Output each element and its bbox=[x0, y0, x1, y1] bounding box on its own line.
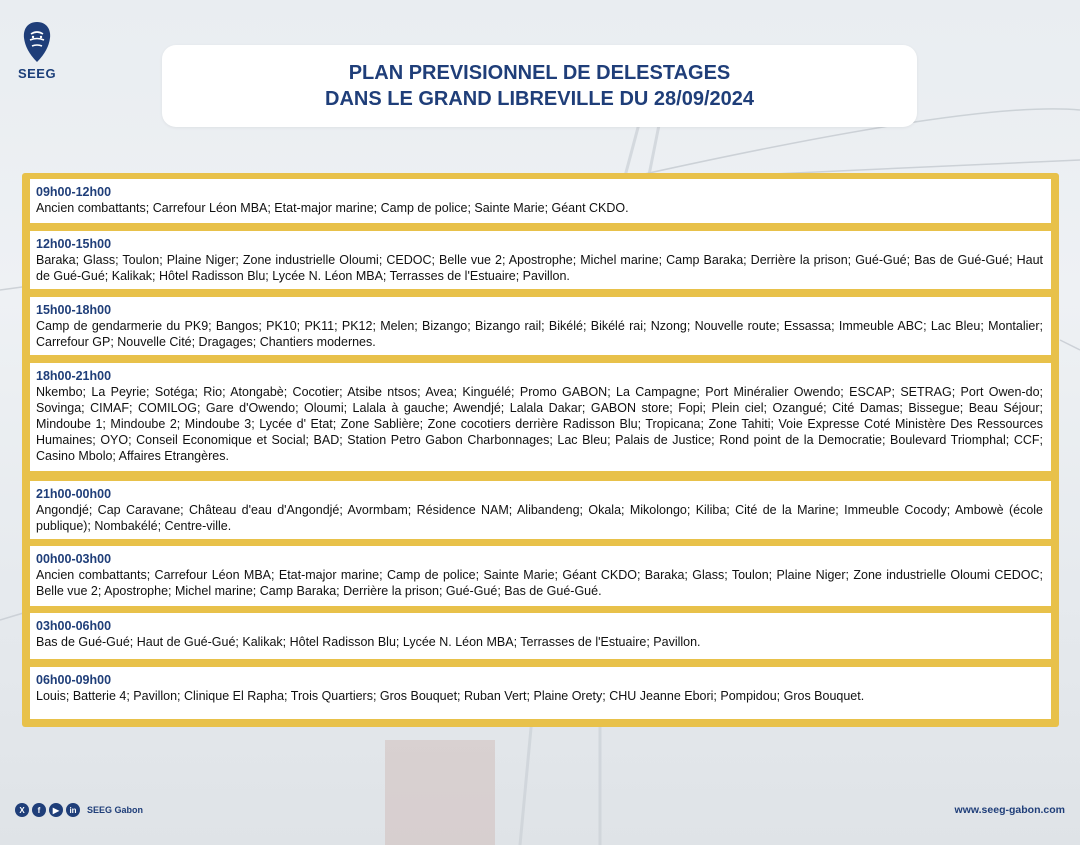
page-title-line-2: DANS LE GRAND LIBREVILLE DU 28/09/2024 bbox=[325, 88, 754, 110]
social-links bbox=[15, 803, 143, 817]
slot-areas: Ancien combattants; Carrefour Léon MBA; Etat-major marine; Camp de police; Sainte Marie; Géant CKDO; Baraka; Glass; Toulon; Plaine Niger; Zone industrielle Oloumi CEDOC; Belle vue 2; Apostrophe; Michel marine; Camp Baraka; Derrière la prison; Gué-Gué; Bas de Gué-Gué. bbox=[36, 568, 1043, 598]
schedule-slot bbox=[30, 613, 1051, 659]
slot-time: 15h00-18h00 bbox=[36, 303, 112, 317]
seeg-logo bbox=[14, 20, 60, 90]
slot-areas: Louis; Batterie 4; Pavillon; Clinique El Rapha; Trois Quartiers; Gros Bouquet; Ruban Vert; Plaine Orety; CHU Jeanne Ebori; Pompidou; Gros Bouquet. bbox=[36, 689, 865, 703]
slot-time: 12h00-15h00 bbox=[36, 237, 112, 251]
slot-areas: Nkembo; La Peyrie; Sotéga; Rio; Atongabè; Cocotier; Atsibe ntsos; Avea; Kinguélé; Promo GABON; La Campagne; Port Minéralier Owendo; ESCAP; SETRAG; Port Owen-do; Sovinga; CIMAF; COMILOG; Gare d'Owendo; Oloumi; Lalala à gauche; Awendjé; Lalala Dakar; GABON store; Fopi; Plein ciel; Ozangué; Cité Damas; Bissegue; Beau Séjour; Mindoube 1; Mindoube 2; Mindoube 3; Lycée d' Etat; Zone Sablière; Zone cocotiers derrière Radisson Blu; Tropicana; Zone Tahiti; Voie Expresse Coté Ministère Des Ressources Humaines; OYO; Conseil Economique et Social; BAD; Station Petro Gabon Charbonnages; Lac Bleu; Palais de Justice; Rond point de la Democratie; Boulevard Triomphal; CCF; Casino Mbolo; Affaires Etrangères. bbox=[36, 385, 1043, 463]
schedule-slot bbox=[30, 297, 1051, 355]
slot-time: 06h00-09h00 bbox=[36, 673, 112, 687]
slot-time: 18h00-21h00 bbox=[36, 369, 112, 383]
slot-time: 21h00-00h00 bbox=[36, 487, 112, 501]
x-icon[interactable]: X bbox=[15, 803, 29, 817]
schedule-slot bbox=[30, 179, 1051, 223]
schedule-slot bbox=[30, 481, 1051, 539]
linkedin-icon[interactable]: in bbox=[66, 803, 80, 817]
logo-wordmark: SEEG bbox=[17, 66, 57, 81]
slot-areas: Camp de gendarmerie du PK9; Bangos; PK10; PK11; PK12; Melen; Bizango; Bizango rail; Bikélé; Bikélé rai; Nzong; Nouvelle route; Essassa; Immeuble ABC; Lac Bleu; Montalier; Carrefour GP; Nouvelle Cité; Dragages; Chantiers modernes. bbox=[36, 319, 1043, 349]
schedule-slot bbox=[30, 667, 1051, 719]
website-link[interactable]: www.seeg-gabon.com bbox=[954, 804, 1065, 816]
title-card bbox=[162, 45, 917, 127]
slot-areas: Angondjé; Cap Caravane; Château d'eau d'Angondjé; Avormbam; Résidence NAM; Alibandeng; Okala; Mikolongo; Kiliba; Cité de la Marine; Immeuble Cocody; Ambowè (école publique); Nombakélé; Centre-ville. bbox=[36, 503, 1043, 533]
social-handle: SEEG Gabon bbox=[87, 805, 144, 815]
slot-areas: Baraka; Glass; Toulon; Plaine Niger; Zone industrielle Oloumi; CEDOC; Belle vue 2; Apostrophe; Michel marine; Camp Baraka; Derrière la prison; Gué-Gué; Bas de Gué-Gué; Haut de Gué-Gué; Kalikak; Hôtel Radisson Blu; Lycée N. Léon MBA; Terrasses de l'Estuaire; Pavillon. bbox=[36, 253, 1043, 283]
schedule-slot bbox=[30, 546, 1051, 606]
slot-areas: Ancien combattants; Carrefour Léon MBA; Etat-major marine; Camp de police; Sainte Marie; Géant CKDO. bbox=[36, 201, 629, 215]
seeg-mask-icon bbox=[20, 20, 54, 64]
page-title-line-1: PLAN PREVISIONNEL DE DELESTAGES bbox=[348, 62, 731, 84]
slot-areas: Bas de Gué-Gué; Haut de Gué-Gué; Kalikak; Hôtel Radisson Blu; Lycée N. Léon MBA; Terrasses de l'Estuaire; Pavillon. bbox=[36, 635, 701, 649]
slot-time: 09h00-12h00 bbox=[36, 185, 112, 199]
youtube-icon[interactable]: ▶ bbox=[49, 803, 63, 817]
facebook-icon[interactable]: f bbox=[32, 803, 46, 817]
outage-schedule bbox=[22, 173, 1059, 727]
schedule-slot bbox=[30, 231, 1051, 289]
schedule-slot bbox=[30, 363, 1051, 471]
slot-time: 03h00-06h00 bbox=[36, 619, 112, 633]
slot-time: 00h00-03h00 bbox=[36, 552, 112, 566]
